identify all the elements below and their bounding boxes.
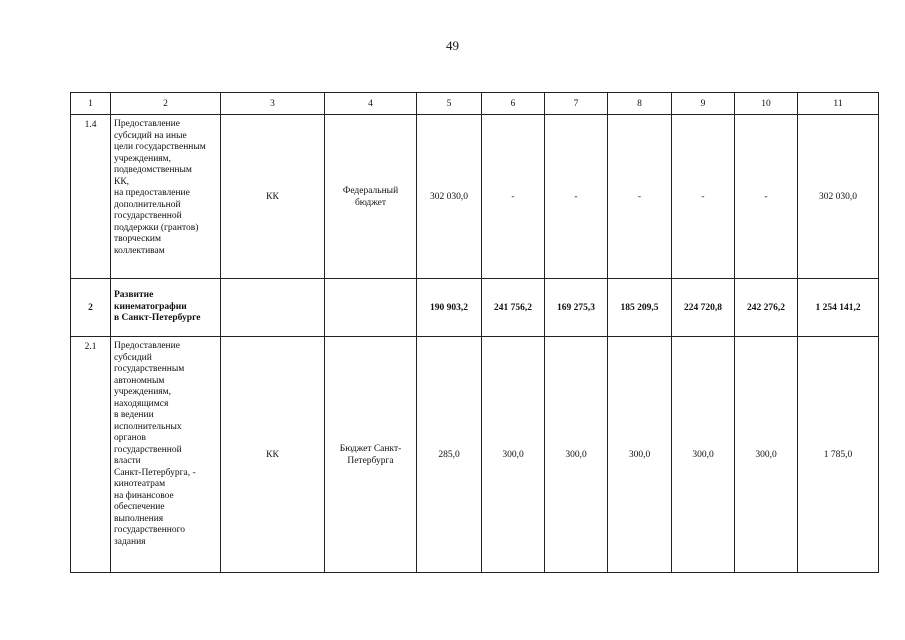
row-name-line: подведомственным [114,165,192,175]
header-cell: 6 [482,93,545,115]
row-name-line: находящимся [114,398,169,409]
row-funding-source [325,279,417,337]
row-name-line: государственного [114,525,186,535]
row-name-line: субсидий [114,352,152,363]
header-cell: 11 [798,93,879,115]
header-cell: 2 [111,93,221,115]
row-name-line: цели государственным [114,142,206,152]
row-value: 300,0 [735,337,798,573]
row-name-line: поддержки (грантов) [114,222,199,233]
row-name [111,115,221,279]
row-name-line: коллективам [114,245,165,256]
row-number: 1.4 [71,115,111,279]
row-name-line: государственным [114,364,185,374]
row-total: 302 030,0 [798,115,879,279]
row-value: 300,0 [482,337,545,573]
row-value: 302 030,0 [417,115,482,279]
header-cell: 4 [325,93,417,115]
row-value: 300,0 [545,337,608,573]
row-funding-source: Бюджет Санкт-Петербурга [325,337,417,573]
row-name-line: дополнительной [114,199,181,210]
row-value: - [608,115,672,279]
row-value: - [545,115,608,279]
row-value: 285,0 [417,337,482,573]
row-number: 2 [71,279,111,337]
row-total: 1 254 141,2 [798,279,879,337]
row-name-line: задания [114,536,146,547]
row-value: 224 720,8 [672,279,735,337]
row-name-line: кинематографии [114,301,187,312]
header-cell: 8 [608,93,672,115]
header-cell: 3 [221,93,325,115]
row-value: - [482,115,545,279]
table-row [71,337,879,573]
row-total: 1 785,0 [798,337,879,573]
row-executor: КК [221,115,325,279]
row-value: - [672,115,735,279]
row-number: 2.1 [71,337,111,573]
row-name-line: Предоставление [114,119,180,129]
row-funding-source: Федеральный бюджет [325,115,417,279]
row-name-line: в Санкт-Петербурге [114,313,201,324]
row-name-line: власти [114,456,141,466]
row-name-line: государственной [114,444,182,455]
header-cell: 10 [735,93,798,115]
row-name-line: в ведении [114,410,154,420]
row-value: 300,0 [608,337,672,573]
row-name-line: исполнительных [114,421,182,432]
row-name-line: Предоставление [114,341,180,351]
row-name-line: субсидий на иные [114,130,187,141]
header-cell: 1 [71,93,111,115]
table-row [71,279,879,337]
row-name-line: Развитие [114,290,154,301]
row-name-line: творческим [114,234,161,244]
row-executor [221,279,325,337]
row-name-line: на финансовое [114,490,174,501]
header-cell: 9 [672,93,735,115]
row-name-line: государственной [114,211,182,221]
row-value: 300,0 [672,337,735,573]
row-name-line: учреждениям, [114,387,172,397]
row-value: 190 903,2 [417,279,482,337]
header-cell: 7 [545,93,608,115]
row-name-line: Санкт-Петербурга, - [114,467,196,478]
row-value: 241 756,2 [482,279,545,337]
row-name-line: обеспечение [114,502,165,512]
row-value: - [735,115,798,279]
row-value: 169 275,3 [545,279,608,337]
row-name [111,337,221,573]
page-number: 49 [446,38,459,53]
row-value: 185 209,5 [608,279,672,337]
budget-table [70,92,879,573]
row-value: 242 276,2 [735,279,798,337]
header-row [71,93,879,115]
row-name-line: органов [114,433,146,443]
row-name [111,279,221,337]
table-row [71,115,879,279]
row-executor: КК [221,337,325,573]
row-name-line: на предоставление [114,188,190,198]
row-name-line: кинотеатрам [114,479,166,489]
row-name-line: автономным [114,375,165,386]
header-cell: 5 [417,93,482,115]
row-name-line: КК, [114,176,130,187]
row-name-line: выполнения [114,513,164,524]
row-name-line: учреждениям, [114,153,172,164]
